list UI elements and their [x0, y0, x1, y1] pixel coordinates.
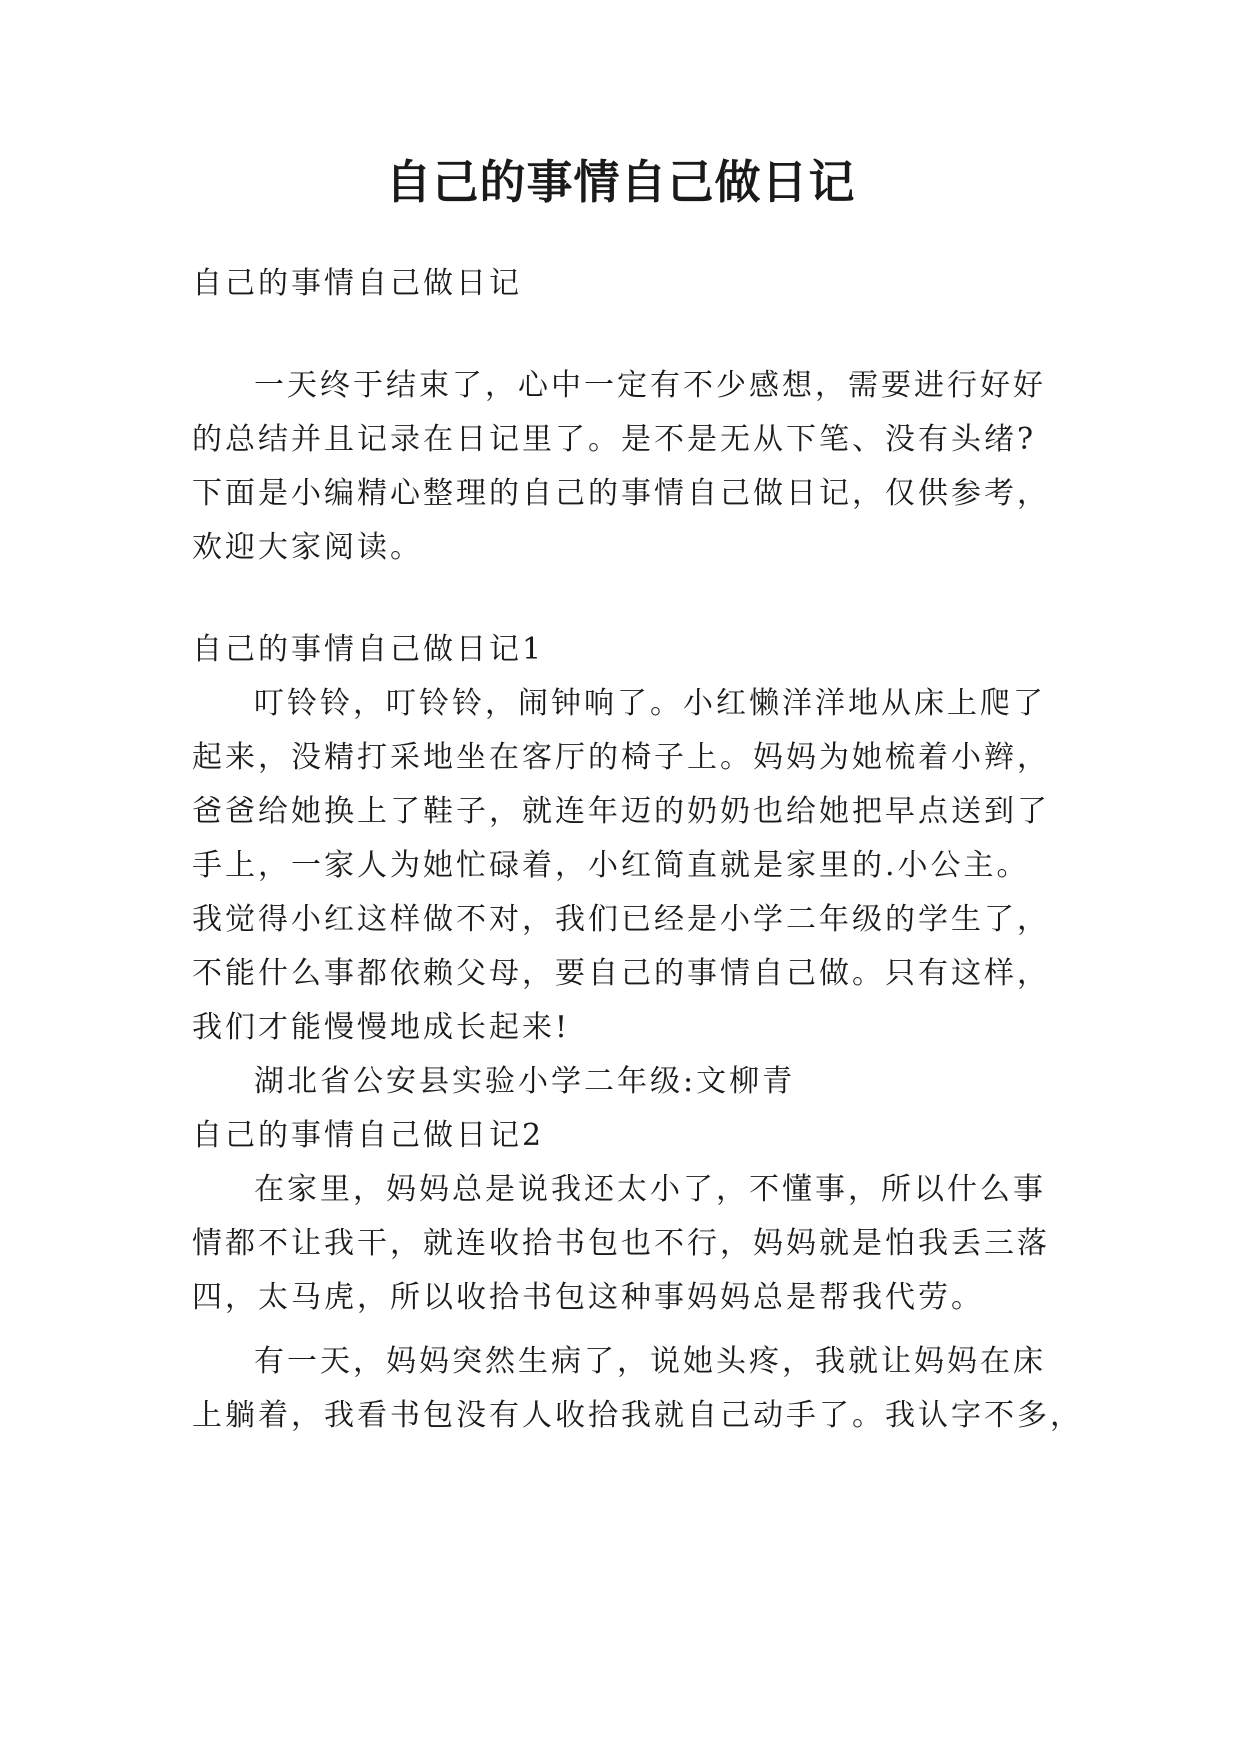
entry2-line: 上躺着，我看书包没有人收拾我就自己动手了。我认字不多， — [192, 1398, 1083, 1433]
entry1-line: 爸爸给她换上了鞋子，就连年迈的奶奶也给她把早点送到了 — [192, 794, 1050, 829]
entry2-line: 四，太马虎，所以收拾书包这种事妈妈总是帮我代劳。 — [192, 1280, 984, 1315]
entry2-line: 有一天，妈妈突然生病了，说她头疼，我就让妈妈在床 — [254, 1344, 1046, 1379]
entry1-line: 我觉得小红这样做不对，我们已经是小学二年级的学生了， — [192, 902, 1050, 937]
document-subtitle: 自己的事情自己做日记 — [192, 266, 522, 301]
entry1-line: 手上，一家人为她忙碌着，小红简直就是家里的.小公主。 — [192, 848, 1030, 883]
intro-line: 欢迎大家阅读。 — [192, 530, 423, 565]
entry1-line: 起来，没精打采地坐在客厅的椅子上。妈妈为她梳着小辫， — [192, 740, 1050, 775]
entry2-line: 在家里，妈妈总是说我还太小了，不懂事，所以什么事 — [254, 1172, 1046, 1207]
entry1-heading: 自己的事情自己做日记1 — [192, 632, 545, 667]
entry1-signature: 湖北省公安县实验小学二年级:文柳青 — [254, 1064, 796, 1099]
entry1-line: 不能什么事都依赖父母，要自己的事情自己做。只有这样， — [192, 956, 1050, 991]
intro-line: 一天终于结束了，心中一定有不少感想，需要进行好好 — [254, 368, 1046, 403]
intro-line: 下面是小编精心整理的自己的事情自己做日记，仅供参考， — [192, 476, 1050, 511]
entry2-line: 情都不让我干，就连收拾书包也不行，妈妈就是怕我丢三落 — [192, 1226, 1050, 1261]
document-title: 自己的事情自己做日记 — [385, 155, 856, 209]
entry1-line: 我们才能慢慢地成长起来! — [192, 1010, 571, 1045]
entry1-line: 叮铃铃，叮铃铃，闹钟响了。小红懒洋洋地从床上爬了 — [254, 686, 1046, 721]
intro-line: 的总结并且记录在日记里了。是不是无从下笔、没有头绪? — [192, 422, 1037, 457]
entry2-heading: 自己的事情自己做日记2 — [192, 1118, 545, 1153]
